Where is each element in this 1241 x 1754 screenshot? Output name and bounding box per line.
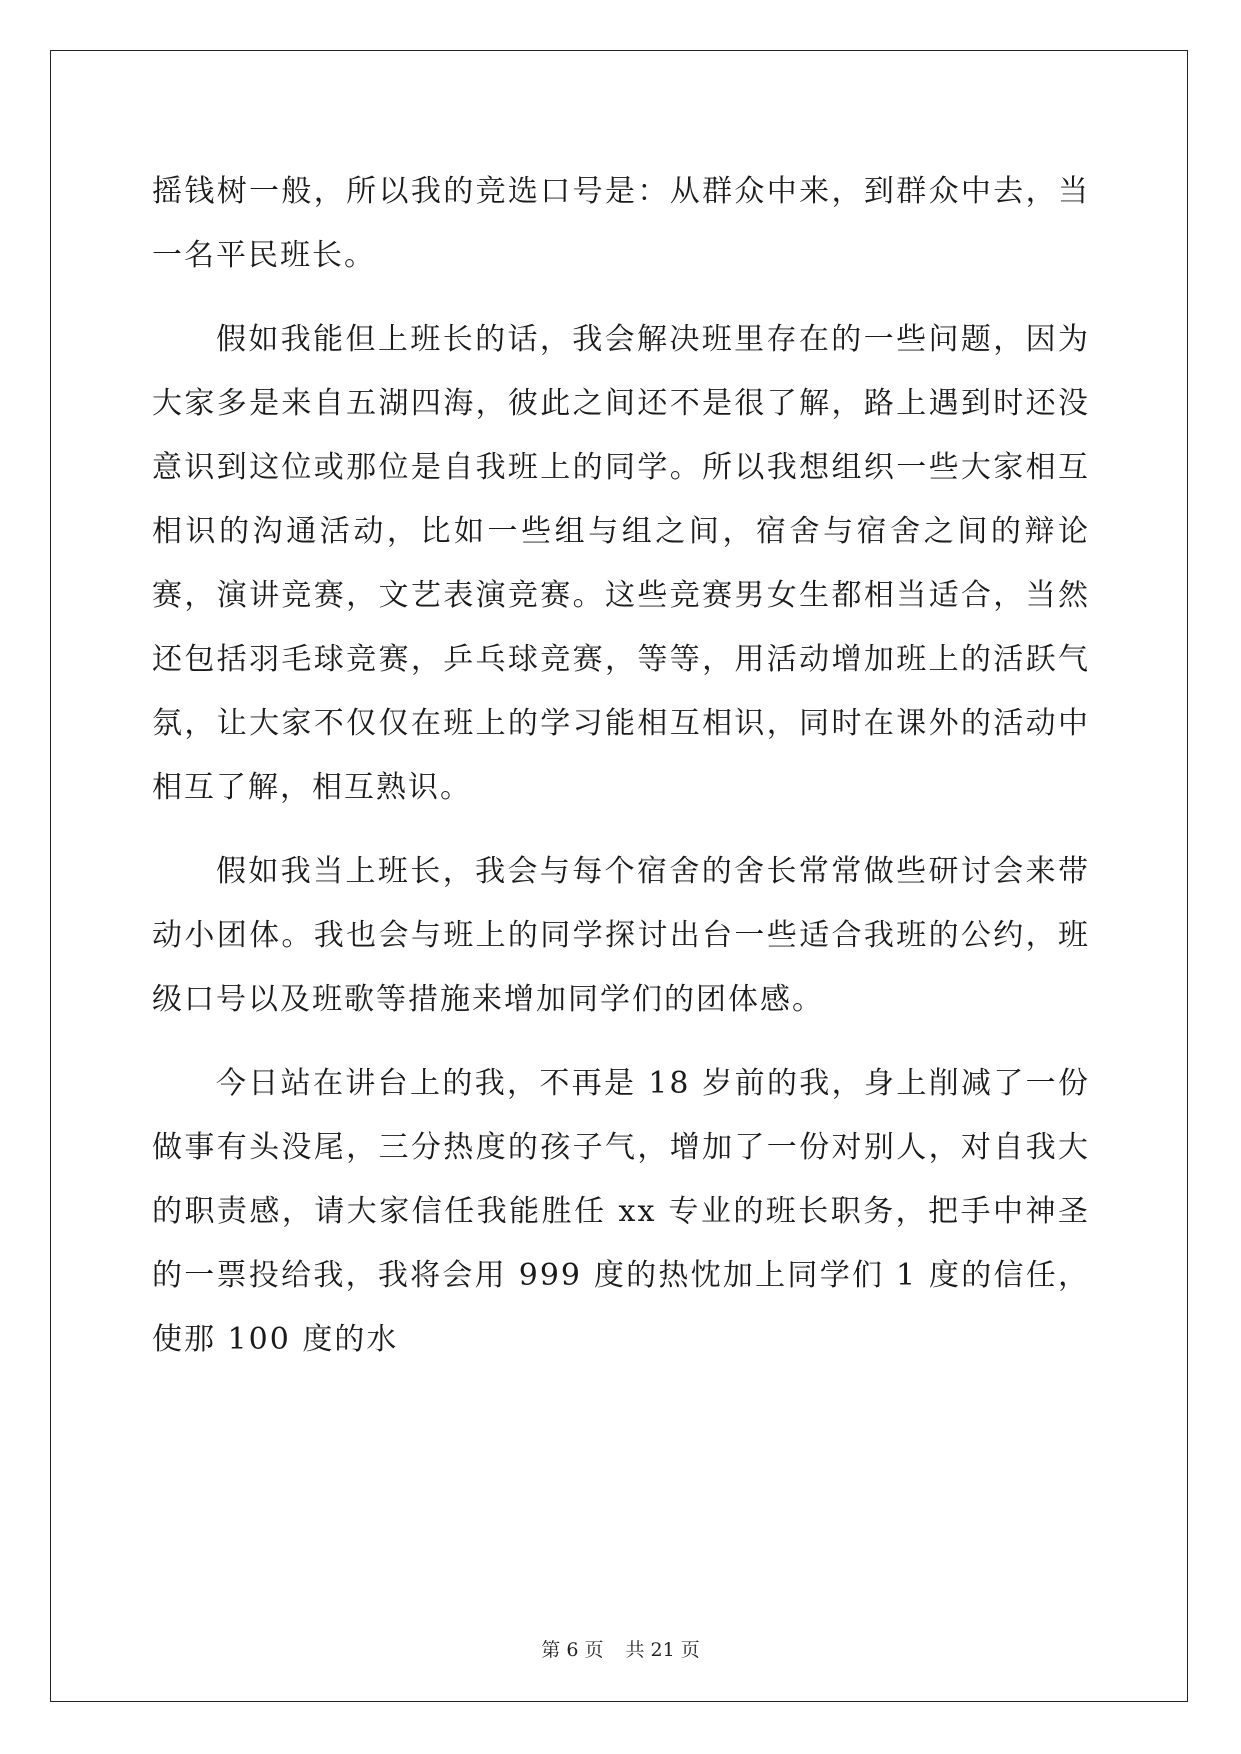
paragraph-4: 今日站在讲台上的我，不再是 18 岁前的我，身上削减了一份做事有头没尾，三分热度的孩子气，增加了一份对别人，对自我大的职责感，请大家信任我能胜任 xx 专业的班长职务，把手中神圣的一票投给我，我将会用 999 度的热忱加上同学们 1 度的信任，使那 100 度的水 [152,1066,1090,1357]
document-body [152,160,1090,1372]
paragraph-3: 假如我当上班长，我会与每个宿舍的舍长常常做些研讨会来带动小团体。我也会与班上的同学探讨出台一些适合我班的公约，班级口号以及班歌等措施来增加同学们的团体感。 [152,854,1090,1017]
page-footer [0,1635,1241,1662]
total-page-count: 共 21 页 [625,1639,700,1661]
paragraph-2: 假如我能但上班长的话，我会解决班里存在的一些问题，因为大家多是来自五湖四海，彼此之间还不是很了解，路上遇到时还没意识到这位或那位是自我班上的同学。所以我想组织一些大家相互相识的沟通活动，比如一些组与组之间，宿舍与宿舍之间的辩论赛，演讲竞赛，文艺表演竞赛。这些竞赛男女生都相当适合，当然还包括羽毛球竞赛，乒乓球竞赛，等等，用活动增加班上的活跃气氛，让大家不仅仅在班上的学习能相互相识，同时在课外的活动中相互了解，相互熟识。 [152,322,1090,805]
paragraph-1: 摇钱树一般，所以我的竞选口号是：从群众中来，到群众中去，当一名平民班长。 [152,174,1090,273]
current-page-number: 第 6 页 [541,1639,604,1661]
